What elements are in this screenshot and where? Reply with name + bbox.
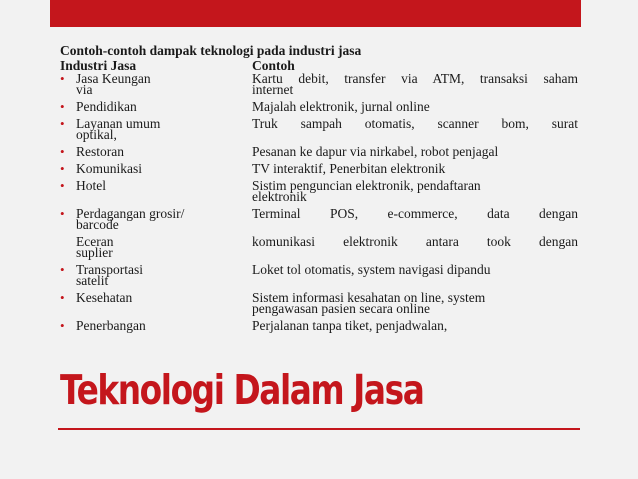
title-underline bbox=[58, 428, 580, 430]
table-row bbox=[60, 208, 578, 230]
table-row bbox=[60, 236, 578, 258]
bullet-icon: • bbox=[60, 318, 65, 333]
industry-label: Jasa Keungan bbox=[76, 71, 151, 86]
example-text: Truk sampah otomatis, scanner bom, surat bbox=[252, 116, 578, 131]
industry-label: optikal, bbox=[76, 127, 117, 142]
industry-cell bbox=[60, 180, 252, 202]
bullet-icon: • bbox=[60, 116, 65, 131]
example-cell bbox=[252, 208, 578, 230]
top-accent-bar bbox=[50, 0, 581, 27]
example-text: Sistem informasi kesahatan on line, system bbox=[252, 290, 486, 305]
example-cell bbox=[252, 320, 578, 331]
industry-cell bbox=[60, 73, 252, 95]
industry-label: Komunikasi bbox=[76, 161, 142, 176]
column-header-example: Contoh bbox=[252, 58, 295, 73]
example-cell bbox=[252, 264, 578, 286]
example-cell bbox=[252, 146, 578, 157]
example-cell bbox=[252, 163, 578, 174]
industry-label: satelit bbox=[76, 273, 109, 288]
example-text: Sistim penguncian elektronik, pendaftaran bbox=[252, 178, 481, 193]
table-row bbox=[60, 101, 578, 112]
industry-label: Restoran bbox=[76, 144, 124, 159]
industry-label: via bbox=[76, 82, 93, 97]
example-text: Terminal POS, e-commerce, data dengan bbox=[252, 206, 578, 221]
example-text: Majalah elektronik, jurnal online bbox=[252, 99, 430, 114]
industry-label: Transportasi bbox=[76, 262, 144, 277]
example-cell bbox=[252, 101, 578, 112]
example-cell bbox=[252, 292, 578, 314]
industry-cell bbox=[60, 320, 252, 331]
industry-cell bbox=[60, 208, 252, 230]
table-row bbox=[60, 73, 578, 95]
table-row bbox=[60, 118, 578, 140]
example-cell bbox=[252, 118, 578, 140]
example-text: komunikasi elektronik antara took dengan bbox=[252, 234, 578, 249]
bullet-icon bbox=[60, 236, 76, 258]
industry-cell bbox=[60, 101, 252, 112]
example-text: pengawasan pasien secara online bbox=[252, 301, 431, 316]
bullet-icon: • bbox=[60, 71, 65, 86]
industry-label: Penerbangan bbox=[76, 318, 146, 333]
example-cell bbox=[252, 236, 578, 258]
slide-title: Teknologi Dalam Jasa bbox=[60, 366, 424, 414]
industry-label: Kesehatan bbox=[76, 290, 133, 305]
example-text: Loket tol otomatis, system navigasi dipandu bbox=[252, 262, 491, 277]
industry-label: suplier bbox=[76, 245, 113, 260]
slide-content bbox=[60, 43, 578, 337]
industry-label: Perdagangan grosir/ bbox=[76, 206, 185, 221]
column-header-industry: Industri Jasa bbox=[60, 58, 137, 73]
table-row bbox=[60, 146, 578, 157]
bullet-icon: • bbox=[60, 206, 65, 221]
industry-label: Eceran bbox=[76, 234, 114, 249]
industry-label: Pendidikan bbox=[76, 99, 137, 114]
example-text: elektronik bbox=[252, 189, 307, 204]
industry-cell bbox=[60, 236, 252, 258]
table-row bbox=[60, 264, 578, 286]
table-row bbox=[60, 163, 578, 174]
example-text: Perjalanan tanpa tiket, penjadwalan, bbox=[252, 318, 448, 333]
bullet-icon: • bbox=[60, 290, 65, 305]
industry-cell bbox=[60, 163, 252, 174]
bullet-icon: • bbox=[60, 144, 65, 159]
example-text: Kartu debit, transfer via ATM, transaksi saham bbox=[252, 71, 578, 86]
bullet-icon: • bbox=[60, 161, 65, 176]
industry-cell bbox=[60, 292, 252, 314]
table-row bbox=[60, 180, 578, 202]
bullet-icon: • bbox=[60, 178, 65, 193]
bullet-icon: • bbox=[60, 99, 65, 114]
example-cell bbox=[252, 180, 578, 202]
industry-label: barcode bbox=[76, 217, 119, 232]
example-cell bbox=[252, 73, 578, 95]
industry-cell bbox=[60, 264, 252, 286]
table-row bbox=[60, 320, 578, 331]
example-text: internet bbox=[252, 82, 294, 97]
example-text: Pesanan ke dapur via nirkabel, robot penjagal bbox=[252, 144, 499, 159]
table-row bbox=[60, 292, 578, 314]
industry-label: Layanan umum bbox=[76, 116, 161, 131]
industry-cell bbox=[60, 146, 252, 157]
example-text: TV interaktif, Penerbitan elektronik bbox=[252, 161, 446, 176]
bullet-icon: • bbox=[60, 262, 65, 277]
industry-label: Hotel bbox=[76, 178, 106, 193]
table-body bbox=[60, 73, 578, 331]
slide-heading: Contoh-contoh dampak teknologi pada industri jasa bbox=[60, 43, 362, 58]
industry-cell bbox=[60, 118, 252, 140]
